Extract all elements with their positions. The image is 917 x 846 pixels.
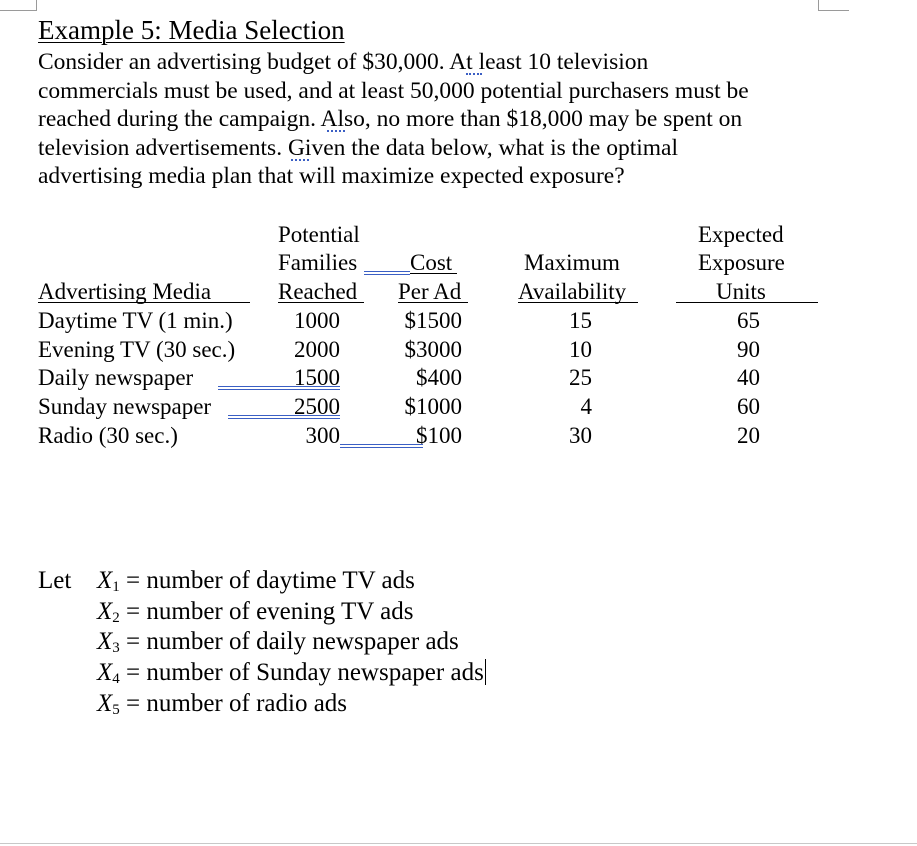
cell-families: 1000 — [294, 308, 340, 333]
variable-text: = number of daytime TV ads — [119, 567, 415, 594]
variable-definition — [97, 566, 415, 596]
variable-symbol: X — [97, 659, 113, 686]
tab-leader-line — [228, 415, 340, 419]
variable-subscript: 4 — [112, 671, 120, 687]
paragraph-line: reached during the campaign. Also, no more than $18,000 may be spent on — [38, 106, 743, 133]
tab-leader-line — [340, 444, 423, 448]
page-corner-mark-right — [818, 0, 849, 11]
variable-definition — [97, 689, 347, 719]
variable-symbol: X — [97, 690, 113, 717]
header-underline — [410, 273, 457, 274]
variable-text: = number of daily newspaper ads — [119, 628, 459, 655]
variable-text: = number of Sunday newspaper ads — [119, 659, 484, 686]
cell-availability: 30 — [569, 423, 592, 448]
variable-definition — [97, 658, 486, 688]
cell-exposure: 40 — [737, 365, 760, 390]
cell-cost: $1500 — [404, 308, 462, 333]
cell-media: Daily newspaper — [38, 365, 194, 390]
header-underline — [38, 302, 250, 303]
paragraph-line: advertising media plan that will maximize expected exposure? — [38, 163, 625, 190]
tab-leader-line — [218, 386, 340, 390]
cell-families: 1500 — [294, 365, 340, 390]
cell-availability: 4 — [580, 394, 592, 419]
variable-subscript: 3 — [112, 640, 120, 656]
header-exposure-line1: Expected — [698, 222, 784, 247]
variable-symbol: X — [97, 598, 113, 625]
variable-subscript: 5 — [112, 702, 120, 718]
variable-definition — [97, 597, 413, 627]
cell-media: Evening TV (30 sec.) — [38, 337, 236, 362]
cell-cost: $1000 — [404, 394, 462, 419]
header-exposure-line2: Exposure — [698, 250, 785, 275]
header-media: Advertising Media — [38, 279, 212, 304]
cell-availability: 25 — [569, 365, 592, 390]
cell-cost: $3000 — [404, 337, 462, 362]
header-families-line1: Potential — [278, 222, 360, 247]
variable-symbol: X — [97, 628, 113, 655]
cell-cost: $400 — [416, 365, 462, 390]
variable-subscript: 2 — [112, 610, 120, 626]
paragraph-line: commercials must be used, and at least 50,000 potential purchasers must be — [38, 77, 749, 104]
grammar-mark — [466, 73, 482, 75]
page-bottom-edge — [0, 843, 917, 844]
tab-leader-line — [364, 271, 410, 275]
cell-exposure: 65 — [737, 308, 760, 333]
grammar-mark — [291, 159, 309, 161]
header-underline — [278, 302, 364, 303]
cell-media: Daytime TV (1 min.) — [38, 308, 233, 333]
header-availability-line1: Maximum — [524, 250, 620, 275]
cell-availability: 10 — [569, 337, 592, 362]
header-families-line3: Reached — [278, 279, 358, 304]
header-underline — [676, 302, 818, 303]
page-title[interactable]: Example 5: Media Selection — [38, 15, 345, 45]
cell-cost: $100 — [416, 423, 462, 448]
problem-paragraph[interactable] — [38, 48, 828, 191]
cell-exposure: 60 — [737, 394, 760, 419]
grammar-mark — [327, 130, 345, 132]
variable-definition — [97, 627, 459, 657]
header-exposure-line3: Units — [716, 279, 766, 304]
header-availability-line2: Availability — [518, 279, 627, 304]
text-cursor — [485, 659, 486, 685]
header-cost-line1: Cost — [410, 250, 453, 275]
variable-subscript: 1 — [112, 579, 120, 595]
variable-text: = number of evening TV ads — [119, 598, 414, 625]
cell-exposure: 90 — [737, 337, 760, 362]
header-families-line2: Families — [278, 250, 358, 275]
cell-media: Radio (30 sec.) — [38, 423, 178, 448]
cell-families: 2000 — [294, 337, 340, 362]
let-label: Let — [38, 567, 72, 594]
cell-media: Sunday newspaper — [38, 394, 212, 419]
paragraph-line: Consider an advertising budget of $30,000. At least 10 television — [38, 49, 649, 75]
cell-families: 300 — [305, 423, 340, 448]
cell-availability: 15 — [569, 308, 592, 333]
header-underline — [398, 302, 468, 303]
header-cost-line2: Per Ad — [398, 279, 462, 304]
paragraph-line: television advertisements. Given the data below, what is the optimal — [38, 134, 678, 161]
page-corner-mark-left — [0, 0, 37, 11]
header-underline — [518, 302, 638, 303]
cell-exposure: 20 — [737, 423, 760, 448]
variable-text: = number of radio ads — [119, 690, 348, 717]
variable-symbol: X — [97, 567, 113, 594]
cell-families: 2500 — [294, 394, 340, 419]
